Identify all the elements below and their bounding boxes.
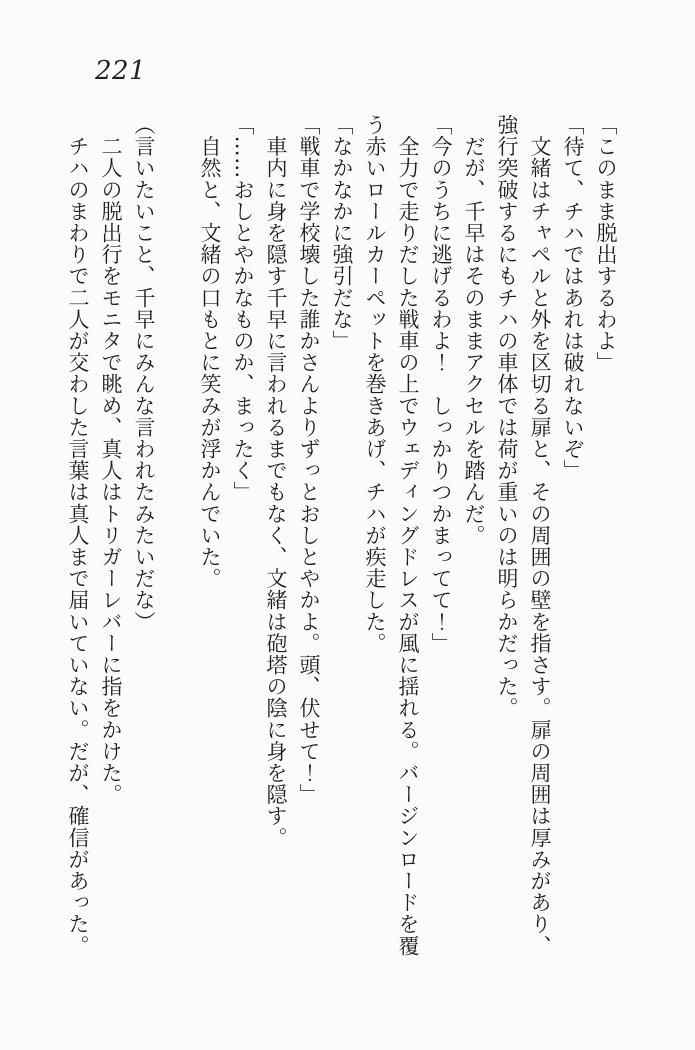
paragraph-11: 自然と、文緒の口もとに笑みが浮かんでいた。	[198, 114, 222, 590]
paragraph-9: 車内に身を隠す千早に言われるまでもなく、文緒は砲塔の陰に身を隠す。	[264, 114, 288, 849]
paragraph-13: （言いたいこと、千早にみんな言われたみたいだな）	[132, 114, 156, 633]
novel-text-block	[61, 114, 622, 957]
paragraph-2: 「待て、チハではあれは破れないぞ」	[561, 114, 585, 482]
paragraph-7: 「なかなかに強引だな」	[330, 114, 354, 352]
paragraph-10: 「……おしとやかなものか、まったく」	[231, 114, 255, 503]
paragraph-8: 「戦車で学校壊した誰かさんよりずっとおしとやかよ。頭、伏せて！」	[297, 114, 321, 806]
paragraph-3: 文緒はチャペルと外を区切る扉と、その周囲の壁を指さす。扉の周囲は厚みがあり、強行突破するにもチハの車体では荷が重いのは明らかだった。	[495, 114, 552, 957]
page-number: 221	[95, 56, 147, 86]
paragraph-4: だが、千早はそのままアクセルを踏んだ。	[462, 114, 486, 546]
paragraph-1: 「このまま脱出するわよ」	[594, 114, 618, 374]
scene-break	[160, 114, 193, 957]
paragraph-15: チハのまわりで二人が交わした言葉は真人まで届いていない。だが、確信があった。	[66, 114, 90, 957]
paragraph-5: 「今のうちに逃げるわよ！ しっかりつかまってて！」	[429, 114, 453, 654]
paragraph-6: 全力で走りだした戦車の上でウェディングドレスが風に揺れる。バージンロードを覆う赤いロールカーペットを巻きあげ、チハが疾走した。	[363, 114, 420, 957]
paragraph-14: 二人の脱出行をモニタで眺め、真人はトリガーレバーに指をかけた。	[99, 114, 123, 806]
